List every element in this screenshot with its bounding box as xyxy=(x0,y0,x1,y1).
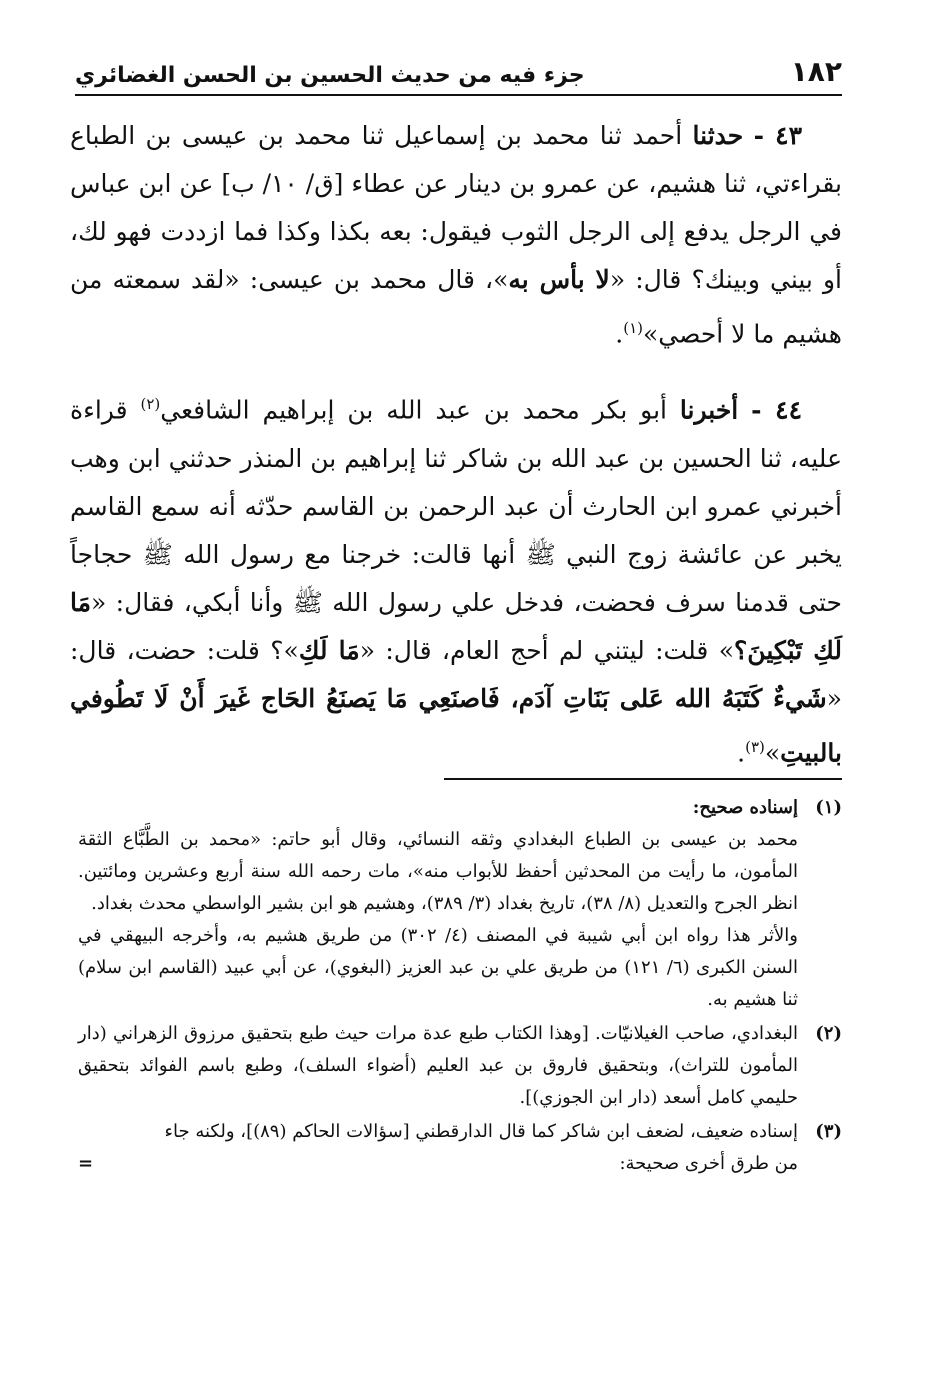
hadith-text: أبو بكر محمد بن عبد الله بن إبراهيم الشافعي xyxy=(160,395,667,425)
hadith-end: . xyxy=(737,737,746,767)
footnote-ref[interactable]: (١) xyxy=(623,319,643,337)
footnote-2 xyxy=(78,1018,842,1114)
hadith-text: قراءة عليه، ثنا الحسين بن عبد الله بن شاكر ثنا إبراهيم بن المنذر حدثني ابن وهب أخبرني عمرو ابن الحارث أن عبد الرحمن بن القاسم حدّثه أنه سمع القاسم يخبر عن عائشة زوج النبي ﷺ أنها قالت: خرجنا مع رسول الله ﷺ حجاجاً حتى قدمنا سرف فحضت، فدخل علي رسول الله ﷺ وأنا أبكي، فقال: « xyxy=(70,395,842,617)
hadith-lead-word: أخبرنا xyxy=(679,395,739,425)
hadith-number: ٤٤ - xyxy=(751,395,803,425)
hadith-lead-word: حدثنا xyxy=(692,121,744,150)
footnote-title: إسناده صحيح: xyxy=(692,797,798,818)
hadith-quote: مَا لَكِ xyxy=(298,635,360,665)
hadith-text: » قلت: ليتني لم أحج العام، قال: « xyxy=(359,635,735,665)
footnote-marker: (٣) xyxy=(815,1121,842,1142)
footnote-paragraph: والأثر هذا رواه ابن أبي شيبة في المصنف (٤/ ٣٠٢) من طريق هشيم به، وأخرجه البيهقي في السنن الكبرى (٦/ ١٢١) من طريق علي بن عبد العزيز (البغوي)، عن أبي عبيد (القاسم ابن سلام) ثنا هشيم به. xyxy=(78,925,798,1010)
hadith-end: . xyxy=(615,319,624,349)
hadith-text: أحمد ثنا محمد بن إسماعيل ثنا محمد بن عيسى بن الطباع بقراءتي، ثنا هشيم، عن عمرو بن دينار عن عطاء [ق/ ١٠/ ب] عن ابن عباس في الرجل يدفع إلى الرجل الثوب فيقول: بعه بكذا وكذا فما ازددت فهو لك، أو بيني وبينك؟ قال: « xyxy=(70,121,842,294)
page-number: ١٨٢ xyxy=(790,55,842,88)
footnote-body xyxy=(78,1018,798,1114)
footnote-last-line xyxy=(78,1148,798,1180)
footnote-paragraph: إسناده ضعيف، لضعف ابن شاكر كما قال الدارقطني [سؤالات الحاكم (٨٩)]، ولكنه جاء xyxy=(164,1121,798,1142)
footnote-marker: (١) xyxy=(815,797,842,818)
footnote-paragraph: من طرق أخرى صحيحة: xyxy=(619,1153,798,1174)
footnote-3 xyxy=(78,1116,842,1180)
hadith-text: »، قال محمد بن عيسى: «لقد سمعته من هشيم ما لا أحصي» xyxy=(70,265,842,349)
running-title: جزء فيه من حديث الحسين بن الحسن الغضائري xyxy=(75,63,585,88)
hadith-quote: مَا لَكِ تَبْكِينَ؟ xyxy=(70,587,842,665)
main-text xyxy=(70,112,842,799)
footnote-paragraph: البغدادي، صاحب الغيلانيّات. [وهذا الكتاب طبع عدة مرات حيث طبع بتحقيق مرزوق الزهراني (دار المأمون للتراث)، وبتحقيق فاروق بن عبد العليم (أضواء السلف)، وطبع باسم الفوائد بتحقيق حليمي كامل أسعد (دار ابن الجوزي)]. xyxy=(78,1023,798,1108)
hadith-text: » xyxy=(764,737,781,767)
footnote-1 xyxy=(78,792,842,1016)
footnote-body xyxy=(78,792,798,1016)
continuation-mark: = xyxy=(78,1153,94,1174)
footnote-divider xyxy=(444,778,842,780)
footnote-paragraph: محمد بن عيسى بن الطباع البغدادي وثقه النسائي، وقال أبو حاتم: «محمد بن الطَّبَّاع الثقة المأمون، ما رأيت من المحدثين أحفظ للأبواب منه»، مات رحمه الله سنة أربع وعشرين ومائتين. انظر الجرح والتعديل (٨/ ٣٨)، تاريخ بغداد (٣/ ٣٨٩)، وهشيم هو ابن بشير الواسطي محدث بغداد. xyxy=(78,829,798,914)
hadith-text: »؟ قلت: حضت، قال: « xyxy=(70,635,842,713)
page-header xyxy=(75,48,842,96)
hadith-quote: لا بأس به xyxy=(508,265,610,294)
footnotes xyxy=(78,792,842,1182)
hadith-44 xyxy=(70,380,842,777)
hadith-number: ٤٣ - xyxy=(753,121,802,150)
hadith-quote: شَيءٌ كَتَبَهُ الله عَلى بَنَاتِ آدَم، فَاصنَعِي مَا يَصنَعُ الحَاج غَيرَ أَنْ لَا تَطُوفي بالبيتِ xyxy=(70,683,842,767)
footnote-marker: (٢) xyxy=(815,1023,842,1044)
footnote-ref[interactable]: (٣) xyxy=(745,737,765,756)
footnote-body xyxy=(78,1116,798,1180)
hadith-43 xyxy=(70,112,842,358)
footnote-ref[interactable]: (٢) xyxy=(140,395,161,414)
